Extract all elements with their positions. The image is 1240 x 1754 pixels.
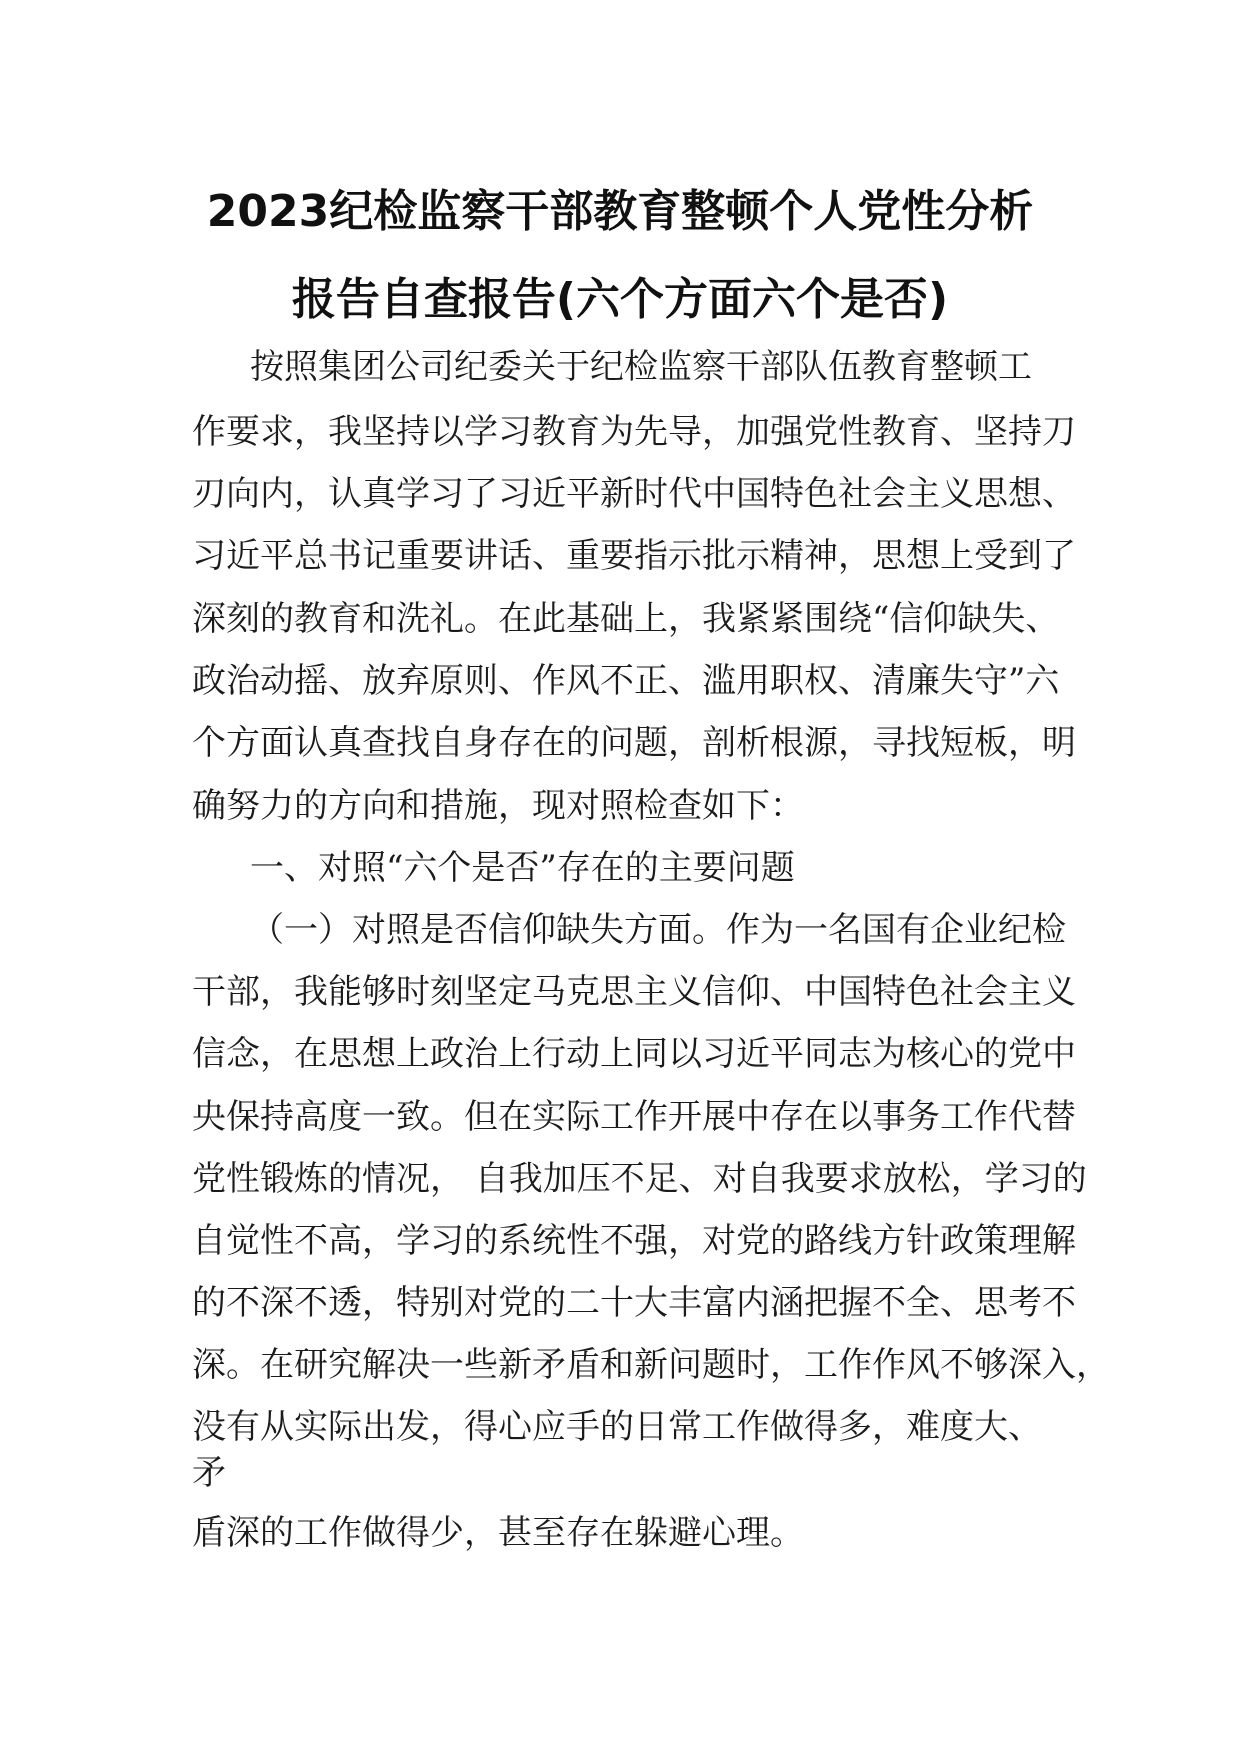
body-line: 按照集团公司纪委关于纪检监察干部队伍教育整顿工 xyxy=(250,347,1032,387)
body-line: 的不深不透，特别对党的二十大丰富内涵把握不全、思考不 xyxy=(192,1283,1076,1323)
document-title-line-2: 报告自查报告(六个方面六个是否) xyxy=(291,274,949,325)
body-line: 确努力的方向和措施，现对照检查如下： xyxy=(192,786,804,826)
body-line: 信念，在思想上政治上行动上同以习近平同志为核心的党中 xyxy=(192,1034,1076,1074)
body-line: 刃向内，认真学习了习近平新时代中国特色社会主义思想、 xyxy=(192,474,1076,514)
body-line: 央保持高度一致。但在实际工作开展中存在以事务工作代替 xyxy=(192,1097,1076,1137)
body-line: 矛 xyxy=(192,1453,226,1493)
body-line: 个方面认真查找自身存在的问题，剖析根源，寻找短板，明 xyxy=(192,723,1076,763)
document-title-line-1: 2023纪检监察干部教育整顿个人党性分析 xyxy=(206,186,1034,237)
body-line: 政治动摇、放弃原则、作风不正、滥用职权、清廉失守”六 xyxy=(192,661,1060,701)
body-line: 没有从实际出发，得心应手的日常工作做得多，难度大、 xyxy=(192,1407,1042,1447)
body-line: 干部，我能够时刻坚定马克思主义信仰、中国特色社会主义 xyxy=(192,972,1076,1012)
body-line: 深刻的教育和洗礼。在此基础上，我紧紧围绕“信仰缺失、 xyxy=(192,599,1060,639)
body-line: 党性锻炼的情况， 自我加压不足、对自我要求放松，学习的 xyxy=(192,1159,1087,1199)
subsection-paragraph-start: （一）对照是否信仰缺失方面。作为一名国有企业纪检 xyxy=(250,910,1066,950)
body-line: 深。在研究解决一些新矛盾和新问题时，工作作风不够深入， xyxy=(192,1345,1110,1385)
body-line: 作要求，我坚持以学习教育为先导，加强党性教育、坚持刀 xyxy=(192,412,1076,452)
body-line: 自觉性不高，学习的系统性不强，对党的路线方针政策理解 xyxy=(192,1221,1076,1261)
body-line: 习近平总书记重要讲话、重要指示批示精神，思想上受到了 xyxy=(192,536,1076,576)
body-line: 盾深的工作做得少，甚至存在躲避心理。 xyxy=(192,1513,804,1553)
section-heading: 一、对照“六个是否”存在的主要问题 xyxy=(250,848,795,888)
